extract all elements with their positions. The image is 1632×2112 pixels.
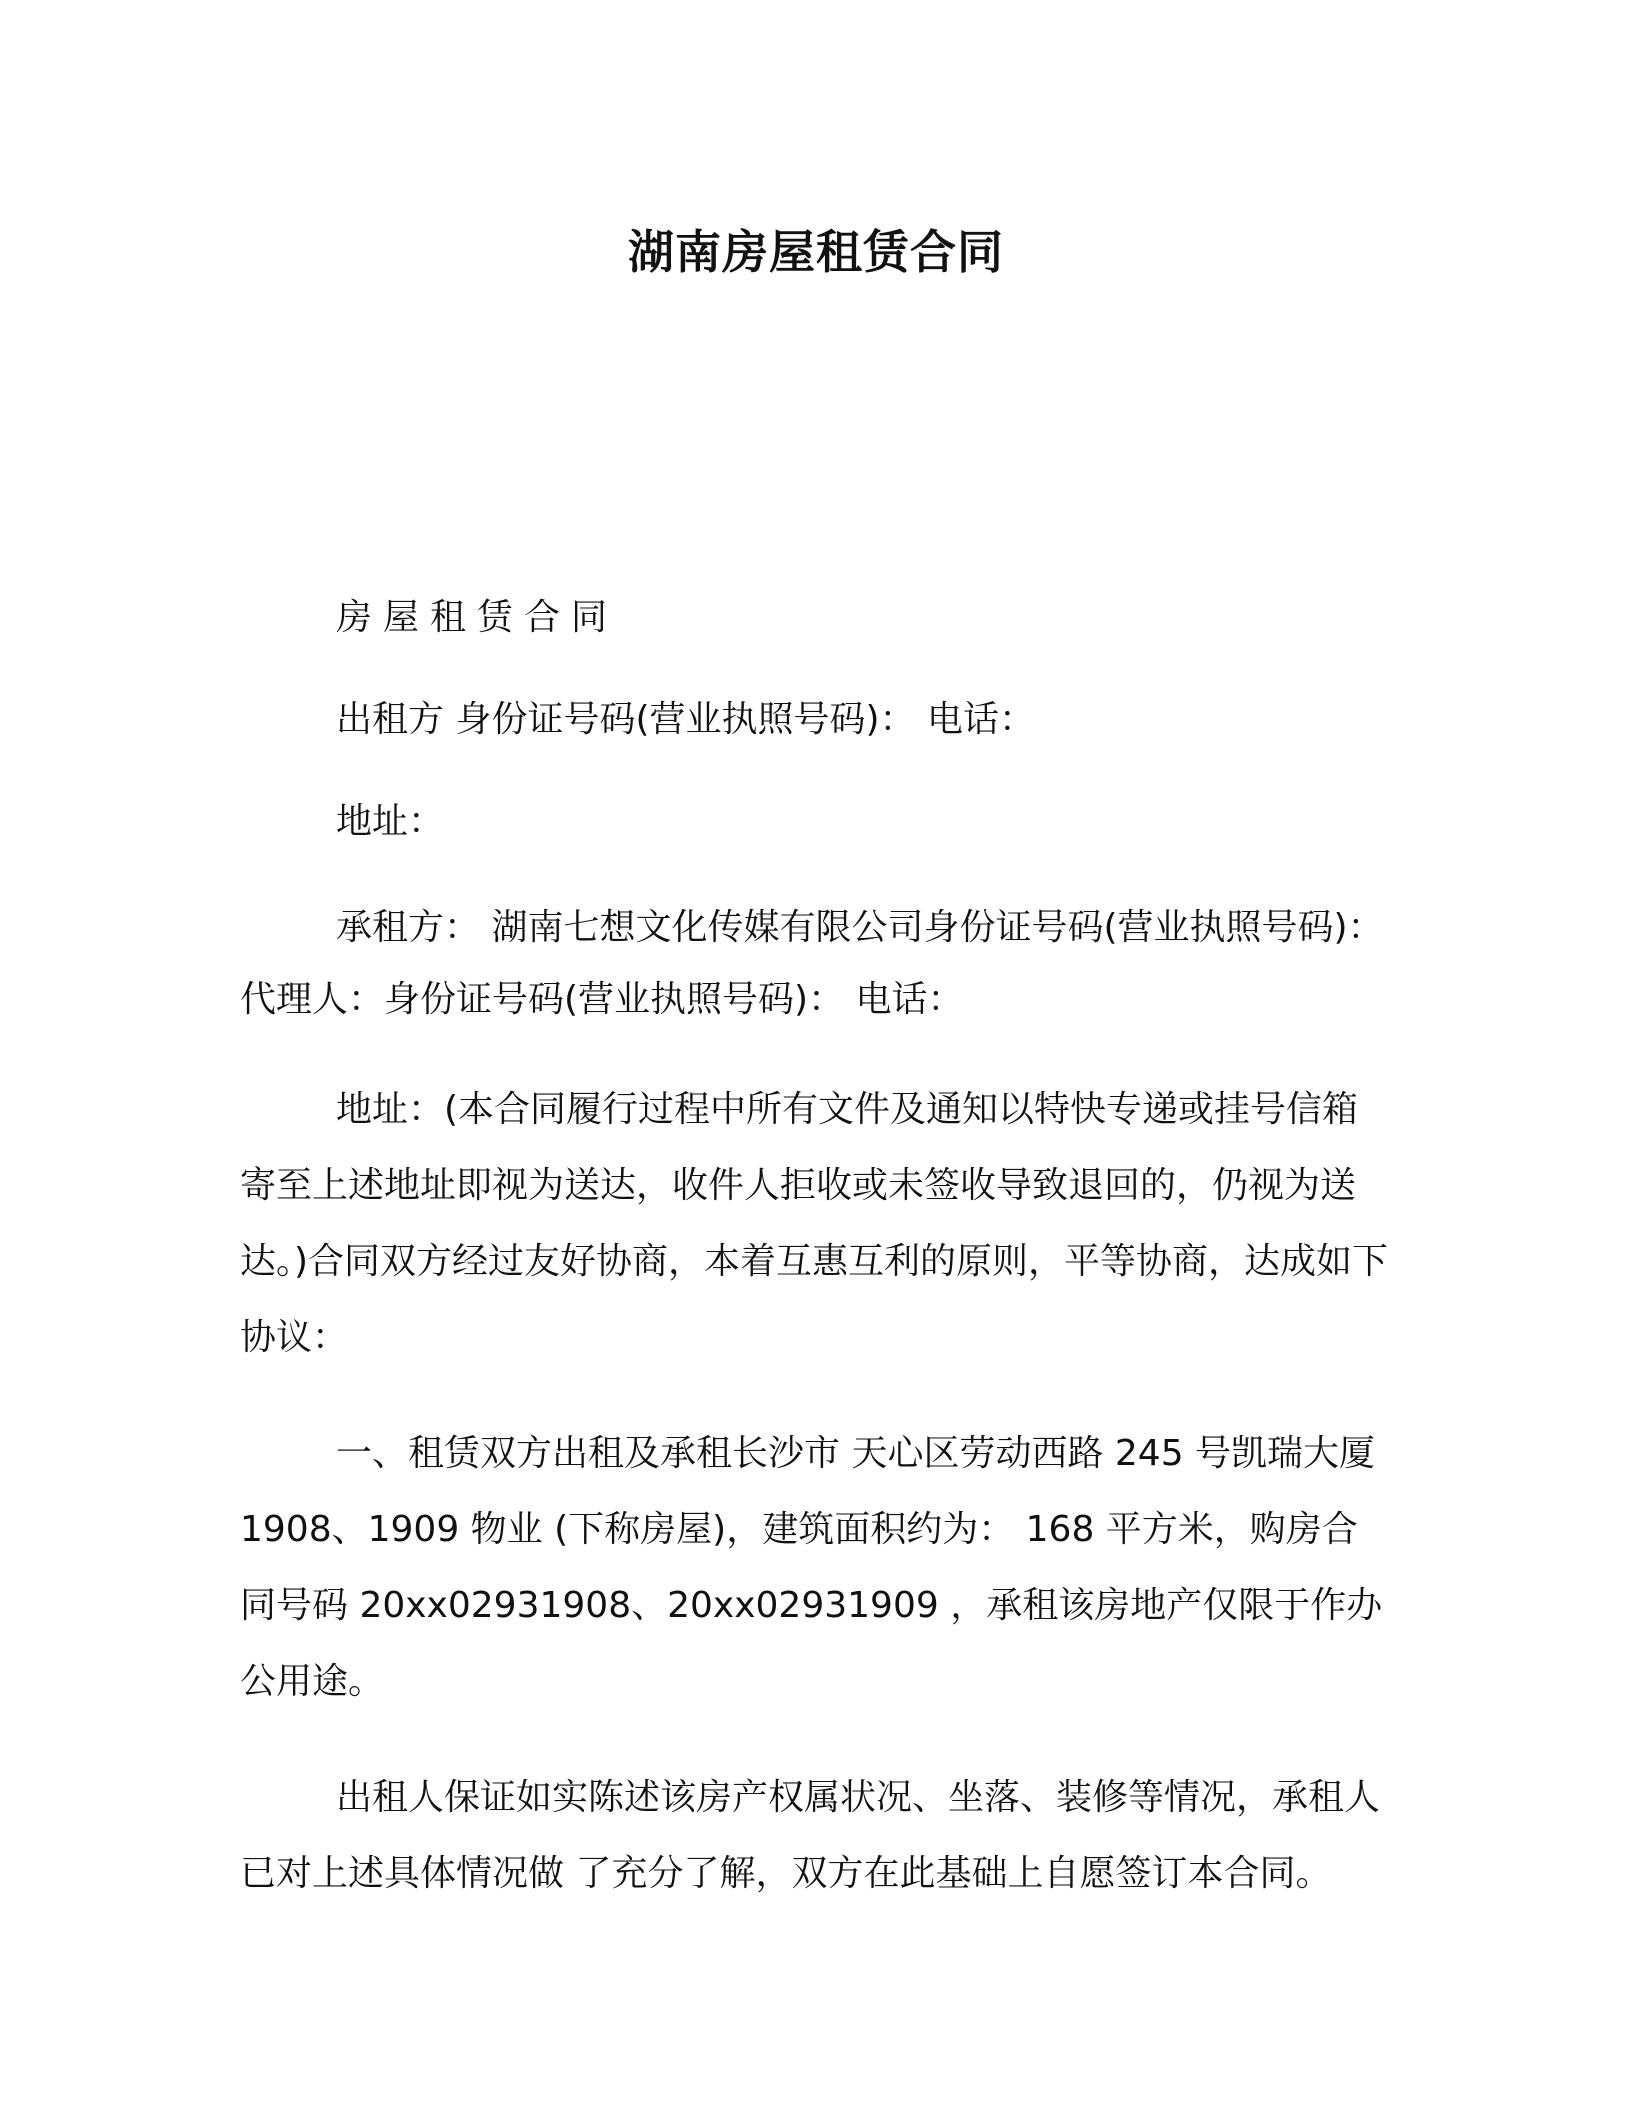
lessee-line: 承租方： 湖南七想文化传媒有限公司身份证号码(营业执照号码)： <box>336 907 1384 948</box>
clause-one-paragraph: 一、租赁双方出租及承租长沙市 天心区劳动西路 245 号凯瑞大厦 1908、1909 物业 (下称房屋)，建筑面积约为： 168 平方米，购房合同号码 20xx02931908、20xx02931909 ，承租该房地产仅限于作办公用途。 <box>240 1433 1383 1702</box>
guarantee-paragraph: 出租人保证如实陈述该房产权属状况、坐落、装修等情况，承租人已对上述具体情况做 了充分了解，双方在此基础上自愿签订本合同。 <box>240 1777 1381 1894</box>
address-paragraph: 地址：(本合同履行过程中所有文件及通知以特快专递或挂号信箱寄至上述地址即视为送达，收件人拒收或未签收导致退回的，仍视为送达。)合同双方经过友好协商，本着互惠互利的原则，平等协商，达成如下协议： <box>240 1089 1389 1358</box>
agent-line: 代理人：身份证号码(营业执照号码)： 电话： <box>240 979 964 1020</box>
lessor-line: 出租方 身份证号码(营业执照号码)： 电话： <box>336 699 1035 740</box>
document-title: 湖南房屋租赁合同 <box>628 225 1004 279</box>
lessor-address: 地址： <box>336 801 445 842</box>
contract-subtitle: 房屋租赁合同 <box>336 597 619 638</box>
